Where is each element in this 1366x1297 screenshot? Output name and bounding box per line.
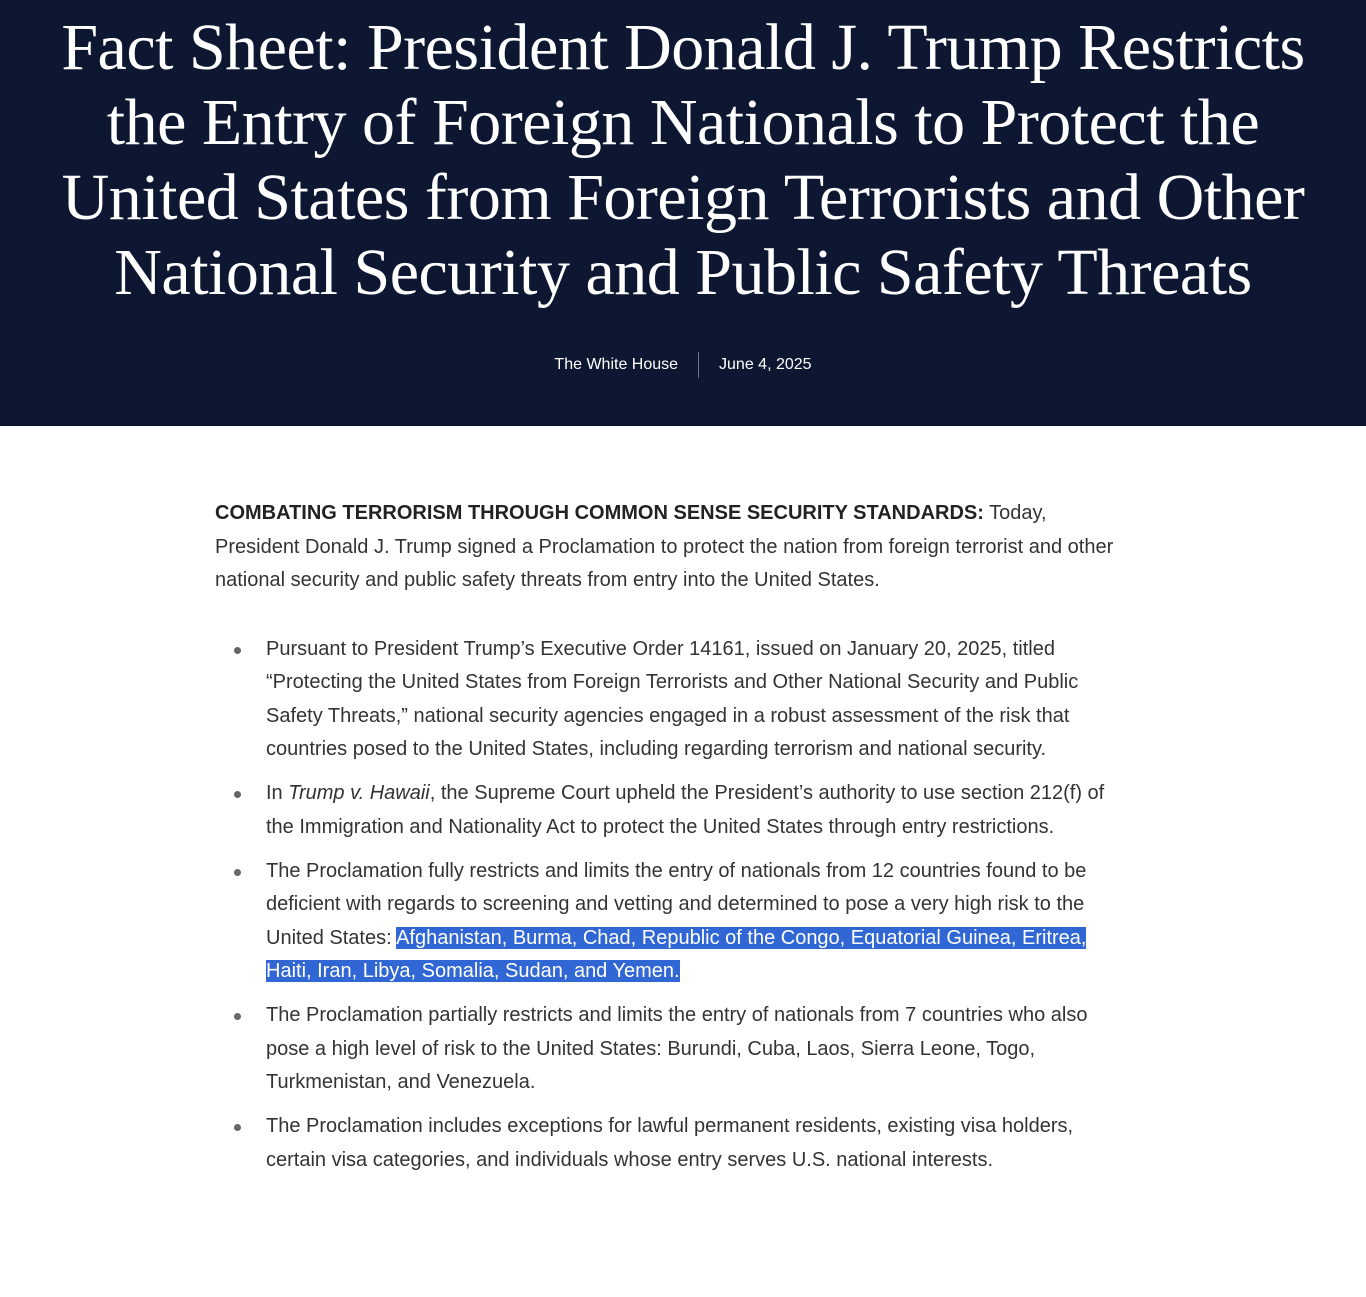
author-name: The White House [554,356,679,373]
bullet-dot [234,1124,241,1131]
hero-banner [0,0,1366,426]
bullet-text: Pursuant to President Trump’s Executive Order 14161, issued on January 20, 2025, titled “Protecting the United States from Foreign Terrorists and Other National Security and Public Safety Threats,” national security agencies engaged in a robust assessment of the risk that countries posed to the United States, including regarding terrorism and national security. [266,637,1079,760]
list-item [215,1110,1135,1177]
publish-date: June 4, 2025 [719,356,812,373]
bullet-text-pre: The Proclamation fully restricts and limits the entry of nationals from 12 countries found to be deficient with regards to screening and vetting and determined to pose a very high risk to the United States: [266,859,1087,949]
page-title: Fact Sheet: President Donald J. Trump Restricts the Entry of Foreign Nationals to Protect the United States from Foreign Terrorists and Other National Security and Public Safety Threats [61,11,1305,309]
intro-paragraph [215,497,1135,598]
bullet-dot [234,1013,241,1020]
byline [0,352,1366,378]
intro-text: Today, President Donald J. Trump signed a Proclamation to protect the nation from foreign terrorist and other national security and public safety threats from entry into the United States. [215,502,1114,591]
bullet-list [215,633,1135,1178]
list-item [215,999,1135,1100]
bullet-dot [234,791,241,798]
bullet-dot [234,647,241,654]
list-item [215,855,1135,989]
list-item [215,633,1135,767]
intro-lead: COMBATING TERRORISM THROUGH COMMON SENSE SECURITY STANDARDS: [215,502,984,524]
bullet-text: The Proclamation includes exceptions for lawful permanent residents, existing visa holders, certain visa categories, and individuals whose entry serves U.S. national interests. [266,1115,1074,1171]
bullet-text: The Proclamation partially restricts and limits the entry of nationals from 7 countries who also pose a high level of risk to the United States: Burundi, Cuba, Laos, Sierra Leone, Togo, Turkmenistan, and Venezuela. [266,1004,1088,1093]
bullet-dot [234,869,241,876]
case-name: Trump v. Hawaii [288,782,430,804]
selected-text-highlight[interactable]: Afghanistan, Burma, Chad, Republic of the Congo, Equatorial Guinea, Eritrea, Haiti, Iran, Libya, Somalia, Sudan, and Yemen. [266,926,1087,982]
list-item [215,777,1135,844]
article-body [215,497,1135,1188]
bullet-text-pre: In [266,782,289,804]
bullet-text-post: , the Supreme Court upheld the President’s authority to use section 212(f) of the Immigration and Nationality Act to protect the United States through entry restrictions. [266,782,1105,838]
